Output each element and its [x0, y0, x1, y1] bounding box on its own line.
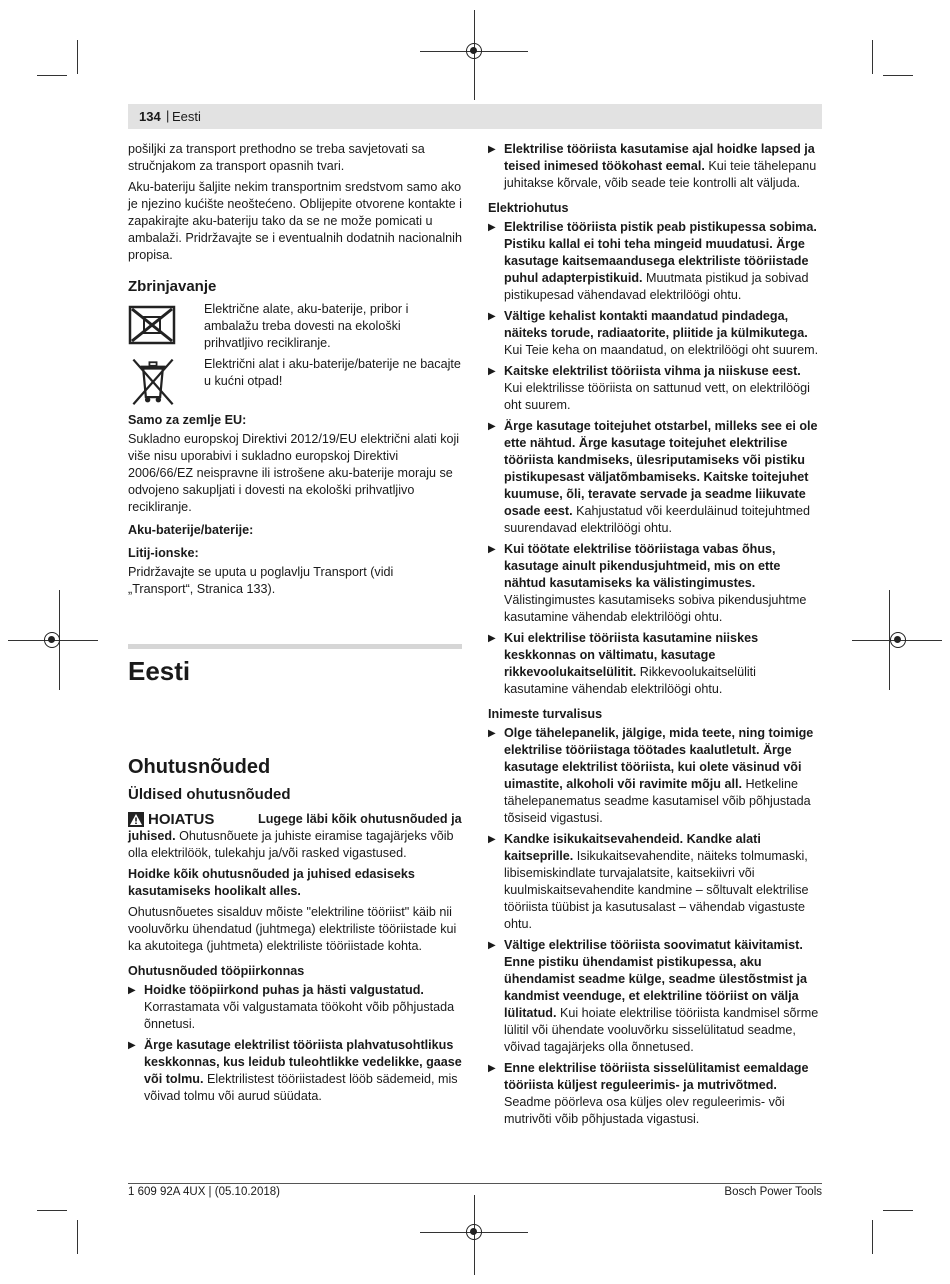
warning-label: HOIATUS — [148, 811, 215, 828]
warning-badge — [128, 811, 252, 828]
section-rule — [128, 644, 462, 649]
list-item — [488, 725, 822, 827]
subheading: Samo za zemlje EU: — [128, 413, 247, 427]
item-bold: Ärge kasutage toitejuhet otstarbel, milleks see ei ole ette nähtud. Ärge kasutage toitejuhet elektrilise tööriista kandmiseks, ülesriputamiseks või pistiku pistikupesast väljatõmbamiseks. Kaitske toitejuhet kuumuse, õli, teravate servade ja seadme liikuvate osade eest. — [504, 419, 818, 518]
item-text: Muutmata pistikud ja sobivad pistikupesad vähendavad elektrilöögi ohtu. — [504, 271, 809, 302]
subheading: Inimeste turvalisus — [488, 707, 603, 721]
list-item — [488, 541, 822, 626]
crop-mark — [883, 75, 913, 76]
list-item — [488, 219, 822, 304]
item-bold: Enne elektrilise tööriista sisselülitamist eemaldage tööriista küljest reguleerimis- ja mutrivõtmed. — [504, 1061, 809, 1092]
header-separator: | — [166, 108, 170, 123]
disposal-text: Električne alate, aku-baterije, pribor i ambalažu treba dovesti na ekološki prihvatljivo recikliranje. — [204, 302, 409, 350]
item-text: Isikukaitsevahendite, näiteks tolmumaski, libisemiskindlate turvajalatsite, kaitsekiivri või kuulmiskaitsevahendite kandmine – sõltuvalt elektrilise tööriista tüübist ja kasutusalast – vähendab vigastuste ohtu. — [504, 849, 809, 931]
list-item — [488, 1060, 822, 1128]
item-text: Seadme pöörleva osa küljes olev reguleerimis- või mutrivõti võib põhjustada vigastusi. — [504, 1095, 785, 1126]
crop-mark — [77, 40, 78, 74]
crop-mark — [872, 40, 873, 74]
registration-mark-icon — [44, 632, 60, 648]
item-text: Korrastamata või valgustamata töökoht võib põhjustada õnnetusi. — [144, 1000, 455, 1031]
item-bold: Olge tähelepanelik, jälgige, mida teete, ning toimige elektrilise tööriistaga töötades kaalutletult. Ärge kasutage elektrilist tööriista, kui olete väsinud või uimastite, alkoholi või ravimite mõju all. — [504, 726, 814, 791]
paragraph: Ohutusnõuetes sisalduv mõiste "elektriline tööriist" käib nii vooluvõrku ühendatud (juhtmega) elektriliste tööriistade kui ka akutoitega (juhtmeta) elektriliste tööriistade kohta. — [128, 905, 457, 953]
item-bold: Kandke isikukaitsevahendeid. Kandke alati kaitseprille. — [504, 832, 761, 863]
top-list — [488, 141, 822, 192]
item-text: Rikkevoolukaitselüliti kasutamine vähendab elektrilöögi ohtu. — [504, 665, 756, 696]
crop-mark — [37, 75, 67, 76]
list-item — [488, 418, 822, 537]
item-bold: Kui töötate elektrilise tööriistaga vabas õhus, kasutage ainult pikendusjuhtmeid, mis on ette nähtud kasutamiseks ka välistingimustes. — [504, 542, 781, 590]
item-text: Kui teie tähelepanu juhitakse kõrvale, võib seade teie kontrolli alt väljuda. — [504, 159, 817, 190]
item-text: Kahjustatud või keerduläinud toitejuhtmed suurendavad elektrilöögi ohtu. — [504, 504, 810, 535]
list-item — [488, 308, 822, 359]
section-heading: Zbrinjavanje — [128, 278, 217, 295]
list-item — [488, 363, 822, 414]
item-bold: Vältige kehalist kontakti maandatud pindadega, näiteks torude, radiaatorite, pliitide ja külmikutega. — [504, 309, 808, 340]
list-item — [128, 1037, 462, 1105]
personal-list — [488, 725, 822, 1128]
warning-block — [128, 811, 462, 862]
item-text: Hetkeline tähelepanematus seadme kasutamisel võib põhjustada tõsiseid vigastusi. — [504, 777, 811, 825]
disposal-row — [128, 301, 462, 352]
registration-mark-icon — [466, 1224, 482, 1240]
list-item — [488, 630, 822, 698]
item-text: Kui Teie keha on maandatud, on elektrilöögi oht suurem. — [504, 343, 819, 357]
subsection-title: Üldised ohutusnõuded — [128, 786, 291, 803]
item-text: Välistingimustes kasutamiseks sobiva pikendusjuhtme kasutamine vähendab elektrilöögi ohtu. — [504, 593, 807, 624]
item-text: Kui elektrilisse tööriista on sattunud vett, on elektrilöögi oht suurem. — [504, 381, 810, 412]
page-header — [128, 104, 822, 129]
paragraph: Pridržavajte se uputa u poglavlju Transport (vidi „Transport“, Stranica 133). — [128, 565, 394, 596]
registration-mark-icon — [466, 43, 482, 59]
item-bold: Kaitske elektrilist tööriista vihma ja niiskuse eest. — [504, 364, 801, 378]
workplace-list — [128, 982, 462, 1105]
paragraph: pošiljki za transport prethodno se treba savjetovati sa stručnjakom za transport opasnih tvari. — [128, 142, 425, 173]
crossed-bin-icon — [128, 356, 178, 406]
list-item — [488, 831, 822, 933]
list-item — [488, 937, 822, 1056]
item-bold: Elektrilise tööriista pistik peab pistikupessa sobima. Pistiku kallal ei tohi teha mingeid muudatusi. Ärge kasutage kaitsemaandusega elektriliste tööriistade puhul adapterpistikuid. — [504, 220, 817, 285]
list-item — [488, 141, 822, 192]
paragraph: Aku-bateriju šaljite nekim transportnim sredstvom samo ako je njezino kućište neoštećeno. Oblijepite otvorene kontakte i zapakirajte aku-bateriju tako da se ne može pomicati u ambalaži. Pridržavajte se i eventualnih dodatnih nacionalnih propisa. — [128, 180, 462, 262]
item-bold: Elektrilise tööriista kasutamise ajal hoidke lapsed ja teised inimesed töökohast eemal. — [504, 142, 815, 173]
item-bold: Kui elektrilise tööriista kasutamine niiskes keskkonnas on vältimatu, kasutage rikkevoolukaitselülitit. — [504, 631, 759, 679]
disposal-text: Električni alat i aku-baterije/baterije ne bacajte u kućni otpad! — [204, 357, 461, 388]
crop-mark — [77, 1220, 78, 1254]
electric-list — [488, 219, 822, 698]
disposal-row — [128, 356, 462, 406]
item-bold: Hoidke tööpiirkond puhas ja hästi valgustatud. — [144, 983, 424, 997]
registration-mark-icon — [890, 632, 906, 648]
right-column — [488, 141, 822, 1132]
section-title: Eesti — [128, 656, 191, 686]
list-item — [128, 982, 462, 1033]
crop-mark — [883, 1210, 913, 1211]
item-text: Elektrilistest tööriistadest lööb sädemeid, mis võivad tolmu või aurud süüdata. — [144, 1072, 458, 1103]
subheading: Elektriohutus — [488, 201, 569, 215]
chapter-title: Ohutusnõuded — [128, 756, 271, 778]
header-language: Eesti — [172, 109, 201, 124]
paragraph: Sukladno europskoj Direktivi 2012/19/EU električni alati koji više nisu uporabivi i sukladno europskoj Direktivi 2006/66/EZ neispravne ili istrošene aku-baterije moraju se odvojeno sakupljati i dovesti na ekološki prihvatljivo recikliranje. — [128, 432, 460, 514]
paragraph: Hoidke kõik ohutusnõuded ja juhised edasiseks kasutamiseks hoolikalt alles. — [128, 867, 415, 898]
item-bold: Vältige elektrilise tööriista soovimatut käivitamist. Enne pistiku ühendamist pistikupessa, aku ühendamist seadme külge, seadme ülestõstmist ja kandmist veenduge, et elektriline tööriist on välja lülitatud. — [504, 938, 808, 1020]
warning-text: Ohutusnõuete ja juhiste eiramise tagajärjeks võib olla elektrilöök, tulekahju ja/või rasked vigastused. — [128, 829, 454, 860]
warning-triangle-icon — [128, 812, 144, 827]
left-column — [128, 141, 462, 1109]
crop-mark — [37, 1210, 67, 1211]
footer-brand: Bosch Power Tools — [724, 1186, 822, 1198]
page-footer — [128, 1183, 822, 1198]
footer-doc-id: 1 609 92A 4UX | (05.10.2018) — [128, 1186, 280, 1198]
subheading: Ohutusnõuded tööpiirkonnas — [128, 964, 305, 978]
crop-mark — [872, 1220, 873, 1254]
subheading: Aku-baterije/baterije: — [128, 523, 254, 537]
page-number: 134 — [139, 109, 161, 124]
subheading: Litij-ionske: — [128, 546, 199, 560]
warning-bold: Lugege läbi kõik ohutusnõuded ja juhised. — [128, 812, 462, 843]
recycle-no-dispose-icon — [128, 301, 178, 351]
item-bold: Ärge kasutage elektrilist tööriista plahvatusohtlikus keskkonnas, kus leidub tuleohtlikke vedelikke, gaase või tolmu. — [144, 1038, 462, 1086]
item-text: Kui hoiate elektrilise tööriista kandmisel sõrme lülitil või ühendate vooluvõrku sisselülitatud seadme, võivad tagajärjeks olla õnnetused. — [504, 1006, 819, 1054]
